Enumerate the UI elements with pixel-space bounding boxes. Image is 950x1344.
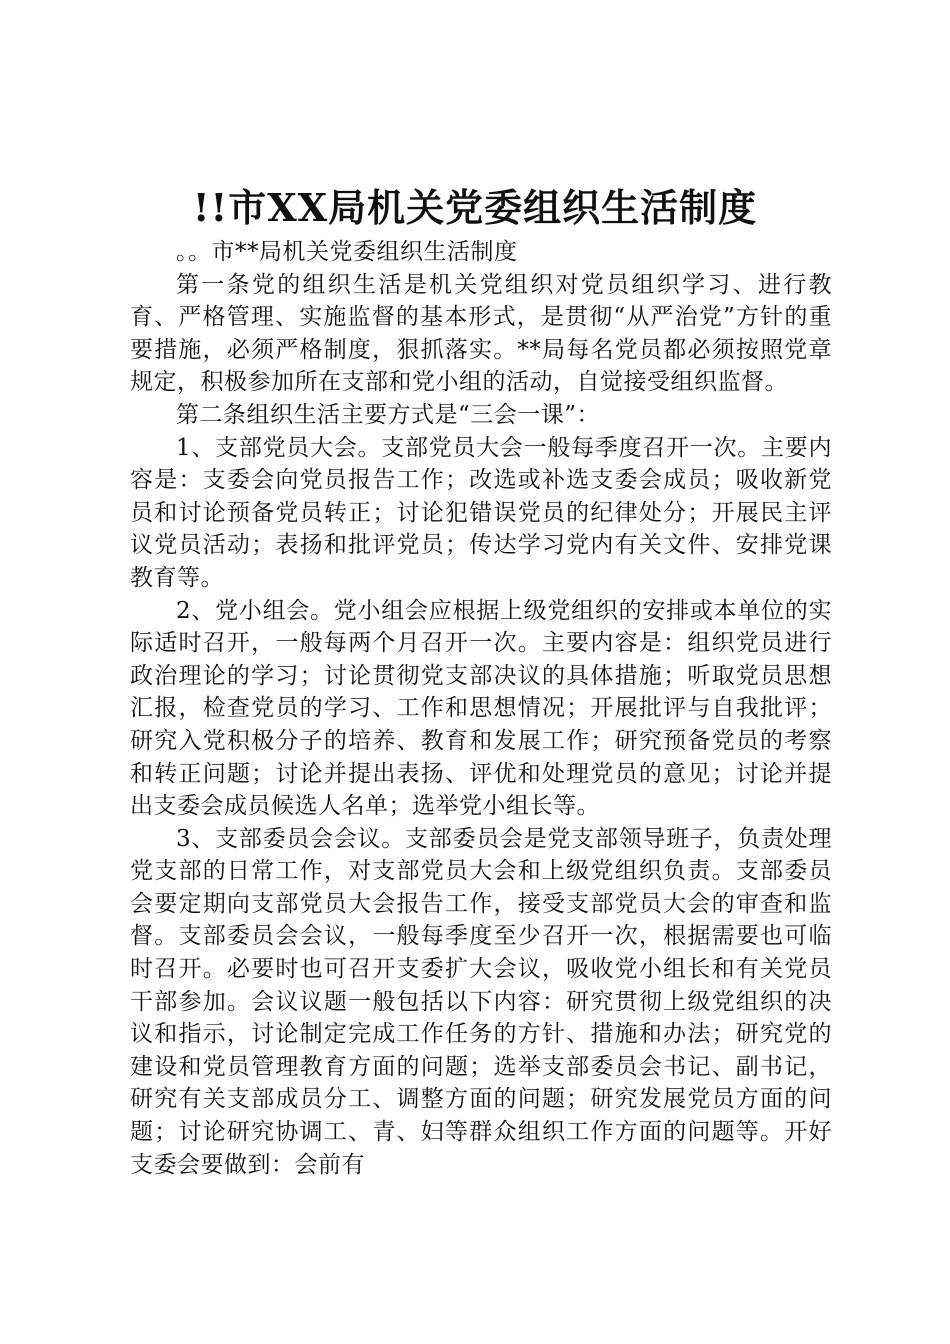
paragraph-article-2: 第二条组织生活主要方式是“三会一课”：	[176, 401, 601, 428]
document-title: !!市XX局机关党委组织生活制度	[192, 185, 758, 230]
document-subtitle: 。。市**局机关党委组织生活制度	[176, 239, 518, 265]
paragraph-article-1: 第一条党的组织生活是机关党组织对党员组织学习、进行教育、严格管理、实施监督的基本形式，是贯彻“从严治党”方针的重要措施，必须严格制度，狠抓落实。**局每名党员都必须按照党章规定，积极参加所在支部和党小组的活动，自觉接受组织监督。	[130, 271, 832, 396]
paragraph-item-2: 2、党小组会。党小组会应根据上级党组织的安排或本单位的实际适时召开，一般每两个月召开一次。主要内容是：组织党员进行政治理论的学习；讨论贯彻党支部决议的具体措施；听取党员思想汇报，检查党员的学习、工作和思想情况；开展批评与自我批评；研究入党积极分子的培养、教育和发展工作；研究预备党员的考察和转正问题；讨论并提出表扬、评优和处理党员的意见；讨论并提出支委会成员候选人名单；选举党小组长等。	[130, 597, 832, 820]
document-body	[130, 236, 832, 1181]
paragraph-item-3: 3、支部委员会会议。支部委员会是党支部领导班子，负责处理党支部的日常工作，对支部党员大会和上级党组织负责。支部委员会要定期向支部党员大会报告工作，接受支部党员大会的审查和监督。支部委员会会议，一般每季度至少召开一次，根据需要也可临时召开。必要时也可召开支委扩大会议，吸收党小组长和有关党员干部参加。会议议题一般包括以下内容：研究贯彻上级党组织的决议和指示，讨论制定完成工作任务的方针、措施和办法；研究党的建设和党员管理教育方面的问题；选举支部委员会书记、副书记，研究有关支部成员分工、调整方面的问题；研究发展党员方面的问题；讨论研究协调工、青、妇等群众组织工作方面的问题等。开好支委会要做到：会前有	[130, 825, 832, 1178]
paragraph-item-1: 1、支部党员大会。支部党员大会一般每季度召开一次。主要内容是：支委会向党员报告工作；改选或补选支委会成员；吸收新党员和讨论预备党员转正；讨论犯错误党员的纪律处分；开展民主评议党员活动；表扬和批评党员；传达学习党内有关文件、安排党课教育等。	[130, 434, 832, 591]
